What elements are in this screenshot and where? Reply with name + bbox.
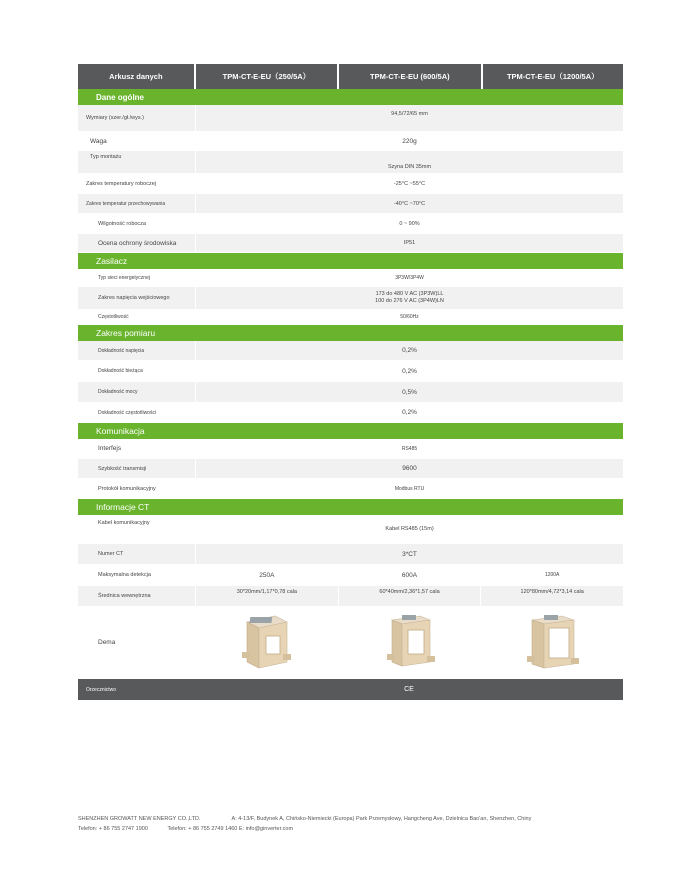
table-row [78,194,623,214]
row-value: 3P3W/3P4W [195,269,623,286]
table-row [78,607,623,679]
ct-image-250 [195,607,338,678]
table-row [78,479,623,499]
company-address: A: 4-13/F, Budynek A, Chińsko-Niemiecki (Europa) Park Przemysłowy, Hangcheng Ave, Dzielnica Bao'an, Shenzhen, Chiny [231,816,532,822]
row-value: Szyna DIN 35mm [195,151,623,173]
table-row [78,287,623,310]
row-label: Dokładność częstotliwości [98,409,157,416]
section-communication: Komunikacja [78,423,623,439]
row-value: Modbus RTU [195,479,623,498]
row-label: Kabel komunikacyjny [98,520,150,526]
row-label: Szybkość transmisji [98,465,147,472]
current-transformer-image [380,612,440,674]
table-row [78,382,623,403]
header-model-600: TPM-CT-E-EU (600/5A) [337,64,480,89]
certification-label: Orzecznictwo [86,686,117,693]
certification-row [78,679,623,700]
row-value: 0 ~ 90% [195,214,623,233]
current-transformer-image [522,612,582,674]
table-row [78,361,623,382]
max-detection-250: 250A [195,565,338,585]
max-detection-600: 600A [338,565,481,585]
row-values [195,607,623,678]
voltage-line-3p4w: 100 do 276 V AC (3P4W)LN [375,298,444,304]
row-value: -40°C ~70°C [195,194,623,213]
row-label: Zakres temperatury roboczej [86,180,156,187]
section-ct-info: Informacje CT [78,499,623,515]
table-row [78,234,623,253]
row-value: 94,5/72/65 mm [195,105,623,131]
row-label: Typ montażu [90,154,122,160]
company-contact: Telefon: + 86 755 2749 1460 E: info@ginverter.com [167,826,294,832]
inner-diameter-1200: 120*80mm/4,72*3,14 cala [480,586,623,606]
row-value: 0,2% [195,403,623,422]
table-row [78,310,623,325]
inner-diameter-250: 30*20mm/1,17*0,78 cala [195,586,338,606]
row-label: Interfejs [98,445,122,452]
table-row [78,269,623,287]
row-value: 220g [195,132,623,150]
datasheet-table [78,64,623,700]
row-values [195,565,623,585]
row-label: Dema [98,639,116,646]
row-label: Typ sieci energetycznej [98,274,150,281]
row-value: 0,2% [195,341,623,360]
table-row [78,174,623,194]
row-label: Dokładność napięcia [98,347,145,354]
section-power: Zasilacz [78,253,623,269]
row-label: Protokół komunikacyjny [98,485,156,492]
row-label: Średnica wewnętrzna [98,593,151,599]
current-transformer-image [237,612,297,674]
row-value: 0,5% [195,382,623,402]
row-value: -25°C ~55°C [195,174,623,193]
table-row [78,403,623,423]
table-row [78,565,623,586]
ct-image-600 [338,607,481,678]
table-row [78,459,623,479]
header-model-250: TPM-CT-E-EU（250/5A） [194,64,337,89]
header-datasheet: Arkusz danych [109,72,163,81]
company-footer [78,814,531,834]
row-label: Ocena ochrony środowiska [98,239,177,247]
company-phone: Telefon: + 86 755 2747 1900 [78,826,148,832]
table-row [78,586,623,607]
row-value: IP51 [195,234,623,252]
table-row [78,132,623,151]
row-value: RS485 [195,439,623,458]
max-detection-1200: 1200A [480,565,623,585]
company-name: SHENZHEN GROWATT NEW ENERGY CO.,LTD. [78,816,201,822]
row-values [195,586,623,606]
table-row [78,214,623,234]
row-value: Kabel RS485 (15m) [195,515,623,543]
row-label: Wilgotność robocza [98,220,146,227]
row-label: Częstotliwość [98,314,129,320]
inner-diameter-600: 60*40mm/2,36*1,57 cala [338,586,481,606]
table-header [78,64,623,89]
voltage-line-3p3w: 173 do 480 V AC (3P3W)LL [375,291,444,297]
row-label: Zakres temperatur przechowywania [86,200,166,207]
table-row [78,151,623,174]
row-value: 0,2% [195,361,623,381]
header-model-1200: TPM-CT-E-EU（1200/5A） [481,64,623,89]
row-value: 50/60Hz [195,310,623,324]
row-label: Dokładność bieżąca [98,368,143,374]
certification-value: CE [404,686,414,693]
row-label: Maksymalna detekcja [98,572,151,578]
section-range: Zakres pomiaru [78,325,623,341]
row-label: Numer CT [98,551,124,557]
section-general: Dane ogólne [78,89,623,105]
table-row [78,544,623,565]
row-label: Zakres napięcia wejściowego [98,295,170,301]
row-label: Waga [90,137,107,145]
row-value [195,287,623,309]
table-row [78,439,623,459]
ct-image-1200 [480,607,623,678]
row-label: Dokładność mocy [98,389,138,395]
table-row [78,515,623,544]
row-label: Wymiary (szer./gł./wys.) [86,115,145,121]
row-value: 9600 [195,459,623,478]
table-row [78,105,623,132]
table-row [78,341,623,361]
row-value: 3*CT [195,544,623,564]
